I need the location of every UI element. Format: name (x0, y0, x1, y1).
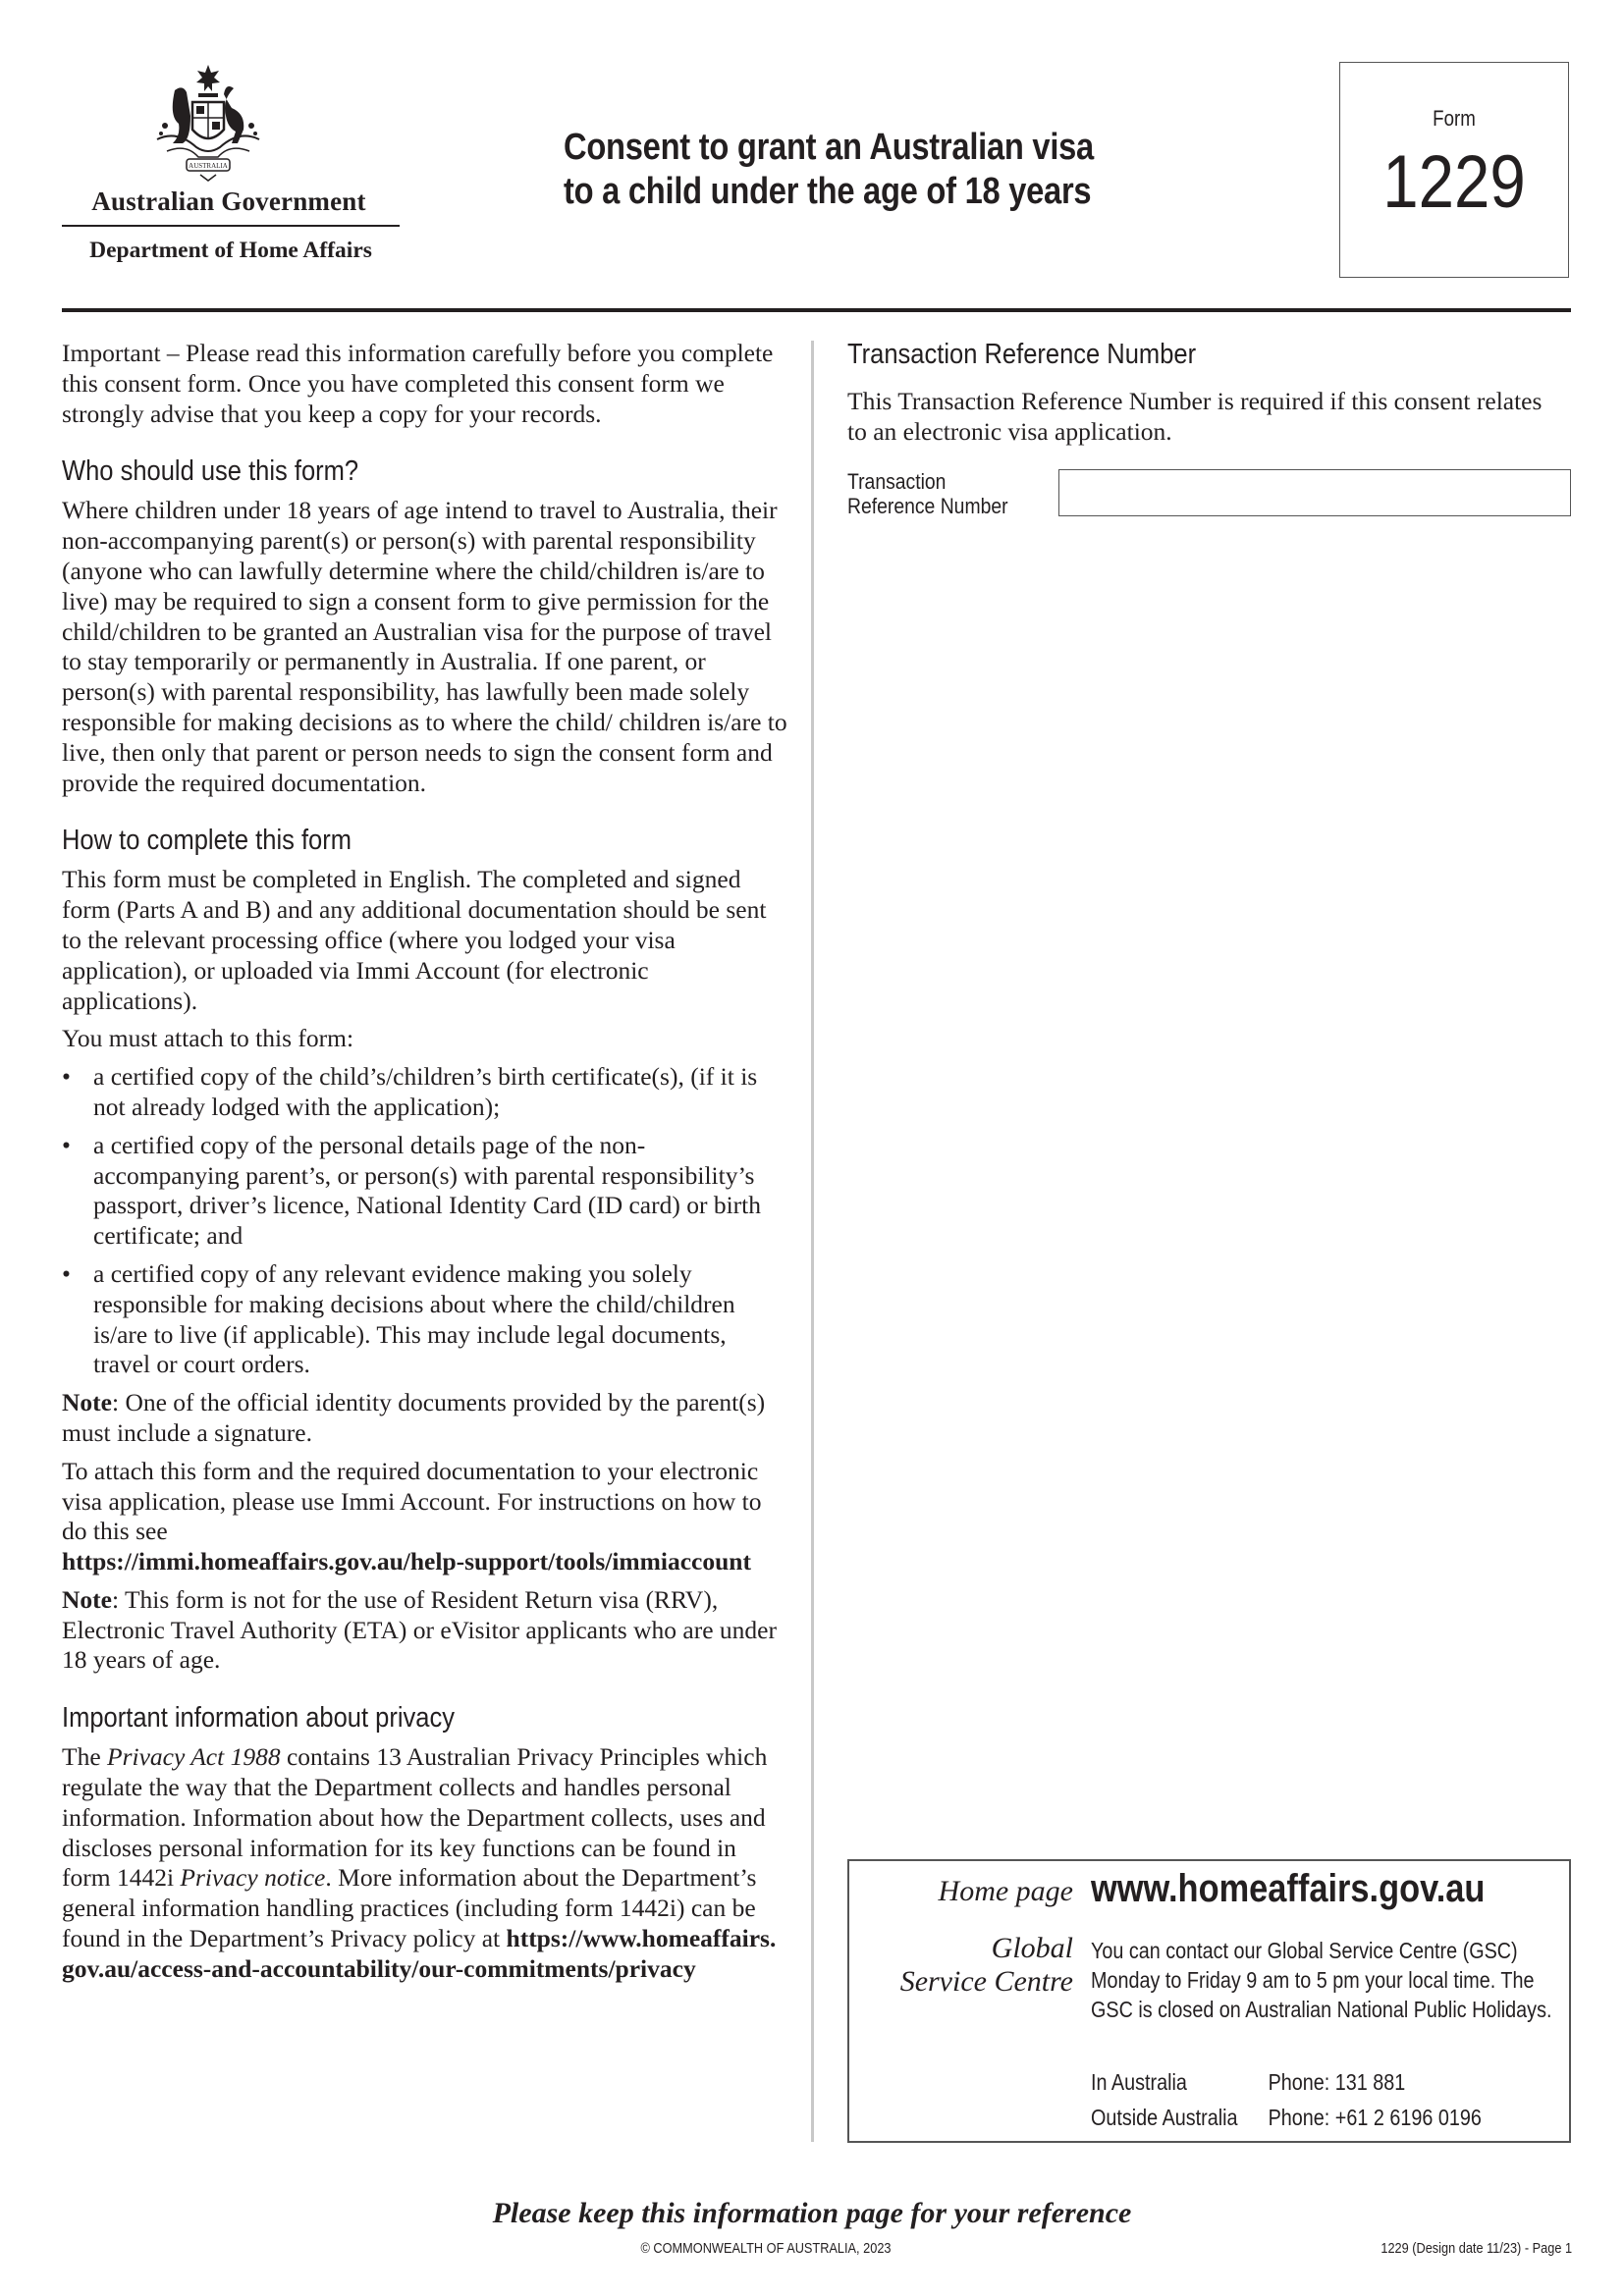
home-page-label: Home page (938, 1875, 1073, 1907)
note-label: Note (62, 1584, 112, 1614)
bullet-icon: • (62, 1258, 71, 1288)
list-item: • a certified copy of the personal details page of the non-accompanying parent’s, or person(s) with parental responsibility’s passport, driver’s licence, National Identity Card (ID card) or birth certificate; and (62, 1130, 762, 1251)
how-heading: How to complete this form (62, 825, 352, 857)
phone-location: Outside Australia (1091, 2105, 1238, 2130)
trn-field-label: Transaction Reference Number (847, 469, 1008, 518)
form-number: 1229 (1382, 140, 1526, 224)
australian-coat-of-arms-icon (147, 61, 269, 187)
note-label: Note (62, 1388, 112, 1417)
trn-description: This Transaction Reference Number is required if this consent relates to an electronic visa application. (847, 387, 1543, 446)
attachments-list (62, 1062, 788, 1380)
bullet-icon: • (62, 1062, 71, 1092)
department-name: Department of Home Affairs (89, 238, 372, 263)
contact-info-box (847, 1859, 1571, 2143)
phone-row-australia (1091, 2067, 1405, 2097)
privacy-heading: Important information about privacy (62, 1702, 456, 1735)
header-divider (62, 308, 1571, 312)
form-label: Form (1433, 106, 1476, 131)
column-divider (811, 341, 814, 2142)
attach-intro: You must attach to this form: (62, 1024, 354, 1053)
form-number-box (1339, 62, 1569, 278)
intro-paragraph: Important – Please read this information carefully before you complete this consent form. Once you have completed this consent form we strongly advise that you keep a copy for your records. (62, 339, 774, 428)
list-item: • a certified copy of any relevant evidence making you solely responsible for making decisions about where the child/children is/are to live (if applicable). This may include legal documents, travel or court orders. (62, 1258, 735, 1379)
left-column (62, 339, 788, 1993)
government-name: Australian Government (91, 187, 366, 216)
copyright-notice: © COMMONWEALTH OF AUSTRALIA, 2023 (640, 2240, 892, 2257)
gsc-description: You can contact our Global Service Centre (GSC) Monday to Friday 9 am to 5 pm your local time. The GSC is closed on Australian National Public Holidays. (1091, 1938, 1552, 2022)
title-line-2: to a child under the age of 18 years (564, 171, 1092, 212)
who-heading: Who should use this form? (62, 455, 359, 488)
privacy-notice-name: Privacy notice (180, 1863, 326, 1893)
svg-text:AUSTRALIA: AUSTRALIA (189, 162, 228, 170)
logo-divider (62, 225, 400, 227)
privacy-act-name: Privacy Act 1988 (107, 1742, 281, 1772)
immi-account-link[interactable]: https://immi.homeaffairs.gov.au/help-support/tools/immiaccount (62, 1547, 751, 1576)
keep-page-note: Please keep this information page for your reference (492, 2197, 1132, 2229)
gsc-label: Global Service Centre (899, 1932, 1073, 1998)
phone-row-outside-australia (1091, 2103, 1482, 2132)
who-body: Where children under 18 years of age intend to travel to Australia, their non-accompanying parent(s) or person(s) with parental responsibility (anyone who can lawfully determine where the child/children is/are to live) may be required to sign a consent form to give permission for the child/children to be granted an Australian visa for the purpose of travel to stay temporarily or permanently in Australia. If one parent, or person(s) with parental responsibility, has lawfully been made solely responsible for making decisions as to where the child/ children is/are to live, then only that parent or person needs to sign the consent form and provide the required documentation. (62, 496, 787, 797)
phone-number: Phone: +61 2 6196 0196 (1268, 2105, 1482, 2130)
phone-number: Phone: 131 881 (1268, 2069, 1406, 2095)
trn-input[interactable] (1058, 469, 1571, 516)
page-reference: 1229 (Design date 11/23) - Page 1 (1380, 2240, 1572, 2257)
how-body: This form must be completed in English. The completed and signed form (Parts A and B) and any additional documentation should be sent to the relevant processing office (where you lodged your visa application), or uploaded via Immi Account (for electronic applications). (62, 865, 767, 1015)
title-line-1: Consent to grant an Australian visa (564, 127, 1094, 168)
trn-heading: Transaction Reference Number (847, 339, 1197, 370)
bullet-icon: • (62, 1130, 71, 1159)
privacy-body: The Privacy Act 1988 contains 13 Australian Privacy Principles which regulate the way that the Department collects and handles personal information. Information about how the Department collects, uses and discloses personal information for its key functions can be found in form 1442i Privacy notice. More information about the Department’s general information handling practices (including form 1442i) can be found in the Department’s Privacy policy at https://www.homeaffairs.gov.au/access-and-accountability/our-commitments/privacy (62, 1742, 777, 1983)
eligibility-note: Note: This form is not for the use of Resident Return visa (RRV), Electronic Travel Authority (ETA) or eVisitor applicants who are under 18 years of age. (62, 1584, 777, 1675)
document-title (564, 126, 1138, 214)
phone-location: In Australia (1091, 2069, 1187, 2095)
list-item: • a certified copy of the child’s/children’s birth certificate(s), (if it is not already lodged with the application); (62, 1062, 758, 1121)
signature-note: Note: One of the official identity documents provided by the parent(s) must include a signature. (62, 1388, 766, 1447)
home-page-link[interactable]: www.homeaffairs.gov.au (1091, 1867, 1486, 1910)
privacy-policy-link[interactable]: https://www.homeaffairs.gov.au/access-and-accountability/our-commitments/privacy (62, 1924, 777, 1983)
attach-instructions: To attach this form and the required documentation to your electronic visa application, please use Immi Account. For instructions on how to do this see https://immi.homeaffairs.gov.au/help-support/tools/immiaccount (62, 1456, 762, 1576)
